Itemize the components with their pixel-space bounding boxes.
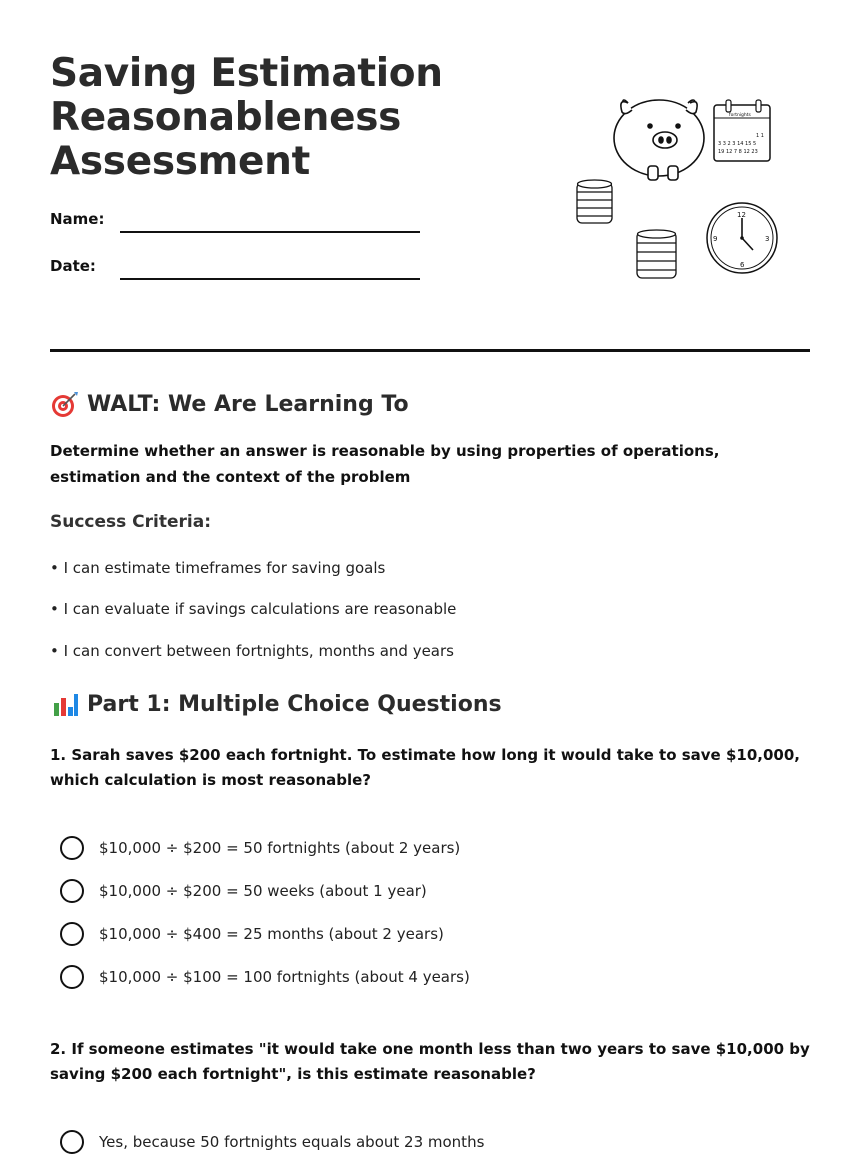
calendar-icon	[714, 100, 770, 161]
piggy-bank-icon	[614, 100, 704, 180]
q1-option-b[interactable]	[60, 879, 427, 903]
bar-chart-icon	[50, 689, 80, 719]
clock-label-3: 3	[765, 235, 770, 243]
name-field[interactable]	[120, 231, 420, 233]
walt-text: Determine whether an answer is reasonable by using properties of operations, estimation and the context of the problem	[50, 442, 720, 486]
clock-label-9: 9	[713, 235, 718, 243]
option-label: $10,000 ÷ $200 = 50 weeks (about 1 year)	[99, 882, 427, 900]
clock-label-6: 6	[740, 261, 745, 269]
title-line-1: Saving Estimation	[50, 51, 443, 96]
walt-heading-text: WALT: We Are Learning To	[87, 391, 409, 417]
q1-option-a[interactable]	[60, 836, 460, 860]
title-line-2: Reasonableness	[50, 95, 402, 140]
part1-heading	[50, 689, 502, 719]
success-criteria-item: • I can estimate timeframes for saving goals	[50, 559, 386, 577]
question-2: 2. If someone estimates "it would take one month less than two years to save $10,000 by saving $200 each fortnight", is this estimate reasonable?	[50, 1040, 810, 1083]
success-criteria-item: • I can evaluate if savings calculations are reasonable	[50, 600, 457, 618]
radio-button[interactable]	[60, 879, 84, 903]
calendar-row-2: 3 3 2 3 14 15 5	[718, 141, 757, 147]
date-label: Date:	[50, 257, 96, 275]
date-field[interactable]	[120, 278, 420, 280]
option-label: Yes, because 50 fortnights equals about 23 months	[99, 1133, 485, 1151]
savings-illustration	[570, 90, 790, 290]
q2-option-a[interactable]	[60, 1130, 484, 1154]
part1-heading-text: Part 1: Multiple Choice Questions	[87, 691, 502, 717]
name-label: Name:	[50, 210, 105, 228]
coin-stack-icon	[577, 180, 612, 223]
option-label: $10,000 ÷ $200 = 50 fortnights (about 2 years)	[99, 839, 461, 857]
option-label: $10,000 ÷ $400 = 25 months (about 2 years)	[99, 925, 444, 943]
q1-option-d[interactable]	[60, 965, 470, 989]
calendar-heading: fortnights	[729, 113, 751, 118]
radio-button[interactable]	[60, 1130, 84, 1154]
q1-option-c[interactable]	[60, 922, 444, 946]
radio-button[interactable]	[60, 836, 84, 860]
radio-button[interactable]	[60, 922, 84, 946]
option-label: $10,000 ÷ $100 = 100 fortnights (about 4 years)	[99, 968, 470, 986]
question-1: 1. Sarah saves $200 each fortnight. To estimate how long it would take to save $10,000, which calculation is most reasonable?	[50, 746, 800, 789]
calendar-row-1: 1 1	[756, 133, 764, 139]
target-dart-icon	[50, 389, 80, 419]
section-divider	[50, 349, 810, 352]
clock-icon	[707, 203, 777, 273]
walt-heading	[50, 389, 409, 419]
success-criteria-title: Success Criteria:	[50, 512, 212, 532]
title-line-3: Assessment	[50, 139, 310, 184]
calendar-row-3: 19 12 7 8 12 23	[718, 149, 758, 155]
radio-button[interactable]	[60, 965, 84, 989]
coin-stack-icon-large	[637, 230, 676, 278]
page-title	[50, 52, 490, 184]
clock-label-12: 12	[737, 211, 746, 219]
success-criteria-item: • I can convert between fortnights, months and years	[50, 642, 454, 660]
